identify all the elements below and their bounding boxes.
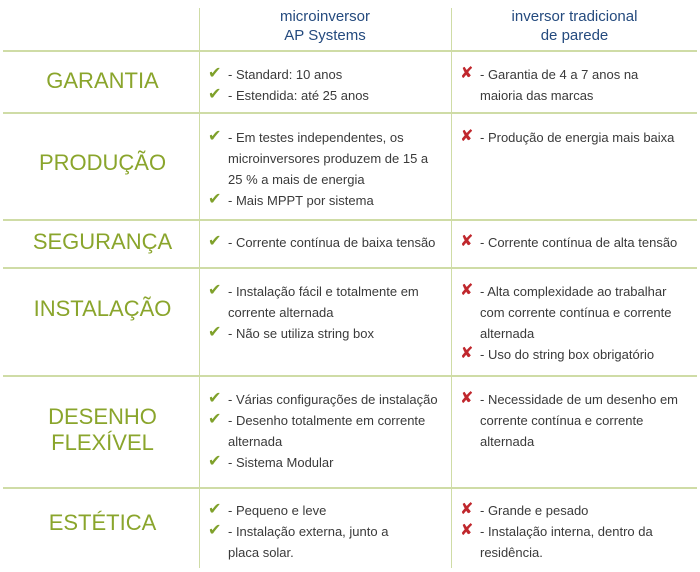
list-item (208, 323, 448, 344)
list-item (460, 64, 695, 106)
row-divider (3, 112, 697, 114)
check-icon: ✔ (208, 86, 222, 103)
category-line: GARANTIA (46, 68, 159, 93)
micro-cell-instalacao (208, 281, 448, 344)
category-desenho-flexivel (10, 404, 195, 456)
item-text: - Instalação fácil e totalmente em corrente alternada (228, 284, 419, 320)
cross-icon: ✘ (460, 522, 474, 539)
item-text: - Desenho totalmente em corrente alternada (228, 413, 426, 449)
row-divider (3, 267, 697, 269)
item-text: - Não se utiliza string box (228, 326, 374, 341)
list-item (208, 232, 448, 253)
micro-cell-estetica (208, 500, 448, 563)
list-item (460, 500, 695, 521)
cross-icon: ✘ (460, 345, 474, 362)
item-text: - Várias configurações de instalação (228, 392, 438, 407)
category-garantia (10, 68, 195, 94)
item-text: - Standard: 10 anos (228, 67, 343, 82)
list-item (208, 500, 448, 521)
cross-icon: ✘ (460, 501, 474, 518)
trad-cell-estetica (460, 500, 695, 563)
category-line: DESENHO (48, 404, 157, 429)
cross-icon: ✘ (460, 233, 474, 250)
check-icon: ✔ (208, 191, 222, 208)
list-item (208, 127, 448, 190)
check-icon: ✔ (208, 411, 222, 428)
header-line: de parede (540, 27, 609, 44)
trad-cell-garantia (460, 64, 695, 106)
cross-icon: ✘ (460, 65, 474, 82)
check-icon: ✔ (208, 128, 222, 145)
trad-cell-desenho (460, 389, 695, 452)
list-item (460, 281, 695, 344)
list-item (208, 190, 448, 211)
list-item (460, 521, 695, 563)
category-producao (10, 150, 195, 176)
micro-cell-seguranca (208, 232, 448, 253)
cross-icon: ✘ (460, 282, 474, 299)
list-item (460, 344, 695, 365)
row-divider (3, 219, 697, 221)
row-divider (3, 375, 697, 377)
header-microinversor (200, 7, 450, 45)
header-line: inversor tradicional (511, 8, 638, 25)
check-icon: ✔ (208, 233, 222, 250)
category-line: INSTALAÇÃO (33, 296, 172, 321)
check-icon: ✔ (208, 65, 222, 82)
item-text: - Em testes independentes, os microinversores produzem de 15 a 25 % a mais de energia (228, 130, 429, 187)
check-icon: ✔ (208, 501, 222, 518)
category-line: SEGURANÇA (32, 229, 173, 254)
item-text: - Instalação externa, junto a placa solar. (228, 524, 389, 560)
category-line: ESTÉTICA (48, 510, 157, 535)
micro-cell-garantia (208, 64, 448, 106)
trad-cell-seguranca (460, 232, 695, 253)
check-icon: ✔ (208, 453, 222, 470)
item-text: - Mais MPPT por sistema (228, 193, 374, 208)
list-item (208, 521, 448, 563)
list-item (460, 232, 695, 253)
list-item (460, 389, 695, 452)
list-item (208, 410, 448, 452)
list-item (208, 85, 448, 106)
header-inversor-tradicional (452, 7, 697, 45)
column-divider (199, 8, 200, 568)
check-icon: ✔ (208, 282, 222, 299)
list-item (208, 281, 448, 323)
header-line: microinversor (279, 8, 370, 25)
row-divider (3, 487, 697, 489)
list-item (460, 127, 695, 148)
item-text: - Alta complexidade ao trabalhar com corrente contínua e corrente alternada (480, 284, 672, 341)
item-text: - Sistema Modular (228, 455, 334, 470)
cross-icon: ✘ (460, 390, 474, 407)
item-text: - Uso do string box obrigatório (480, 347, 655, 362)
cross-icon: ✘ (460, 128, 474, 145)
item-text: - Corrente contínua de alta tensão (480, 235, 678, 250)
list-item (208, 389, 448, 410)
check-icon: ✔ (208, 390, 222, 407)
micro-cell-producao (208, 127, 448, 211)
item-text: - Grande e pesado (480, 503, 589, 518)
column-divider (451, 8, 452, 568)
category-seguranca (10, 229, 195, 255)
category-estetica (10, 510, 195, 536)
item-text: - Produção de energia mais baixa (480, 130, 675, 145)
category-line: FLEXÍVEL (51, 430, 154, 455)
check-icon: ✔ (208, 522, 222, 539)
list-item (208, 64, 448, 85)
item-text: - Estendida: até 25 anos (228, 88, 369, 103)
micro-cell-desenho (208, 389, 448, 473)
item-text: - Necessidade de um desenho em corrente contínua e corrente alternada (480, 392, 679, 449)
check-icon: ✔ (208, 324, 222, 341)
header-line: AP Systems (284, 27, 366, 44)
row-divider (3, 50, 697, 52)
trad-cell-instalacao (460, 281, 695, 365)
list-item (208, 452, 448, 473)
category-line: PRODUÇÃO (38, 150, 167, 175)
item-text: - Instalação interna, dentro da residência. (480, 524, 653, 560)
category-instalacao (10, 296, 195, 322)
item-text: - Garantia de 4 a 7 anos na maioria das marcas (480, 67, 639, 103)
item-text: - Pequeno e leve (228, 503, 327, 518)
trad-cell-producao (460, 127, 695, 148)
item-text: - Corrente contínua de baixa tensão (228, 235, 436, 250)
